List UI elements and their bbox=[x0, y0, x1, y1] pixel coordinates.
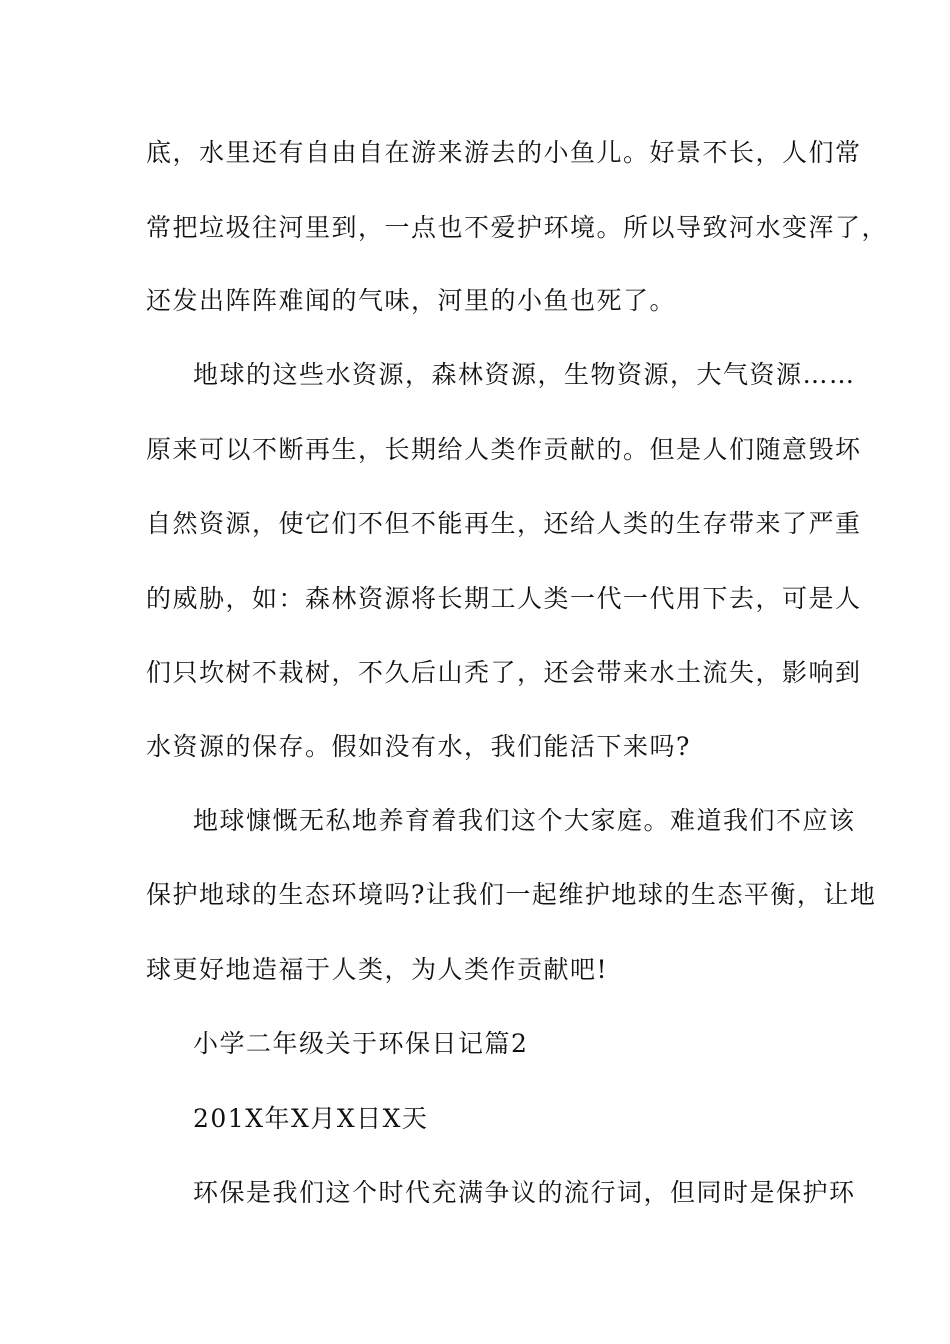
text-line: 自然资源，使它们不但不能再生，还给人类的生存带来了严重 bbox=[146, 509, 862, 538]
text-line: 们只坎树不栽树，不久后山秃了，还会带来水土流失，影响到 bbox=[146, 658, 862, 687]
section-heading: 小学二年级关于环保日记篇2 bbox=[193, 1029, 529, 1058]
paragraph-first-line: 地球的这些水资源，森林资源，生物资源，大气资源…… bbox=[193, 360, 856, 389]
text-line: 水资源的保存。假如没有水，我们能活下来吗? bbox=[146, 732, 691, 761]
paragraph-first-line: 地球慷慨无私地养育着我们这个大家庭。难道我们不应该 bbox=[193, 806, 856, 835]
text-line: 的威胁，如：森林资源将长期工人类一代一代用下去，可是人 bbox=[146, 584, 862, 613]
paragraph-first-line: 环保是我们这个时代充满争议的流行词，但同时是保护环 bbox=[193, 1178, 856, 1207]
diary-date: 201X年X月X日X天 bbox=[193, 1104, 429, 1133]
text-line: 还发出阵阵难闻的气味，河里的小鱼也死了。 bbox=[146, 286, 677, 315]
text-line: 保护地球的生态环境吗?让我们一起维护地球的生态平衡，让地 bbox=[146, 880, 877, 909]
text-line: 常把垃圾往河里到，一点也不爱护环境。所以导致河水变浑了， bbox=[146, 213, 889, 242]
text-line: 原来可以不断再生，长期给人类作贡献的。但是人们随意毁坏 bbox=[146, 435, 862, 464]
text-line: 球更好地造福于人类，为人类作贡献吧! bbox=[146, 955, 609, 984]
text-line: 底，水里还有自由自在游来游去的小鱼儿。好景不长，人们常 bbox=[146, 138, 862, 167]
